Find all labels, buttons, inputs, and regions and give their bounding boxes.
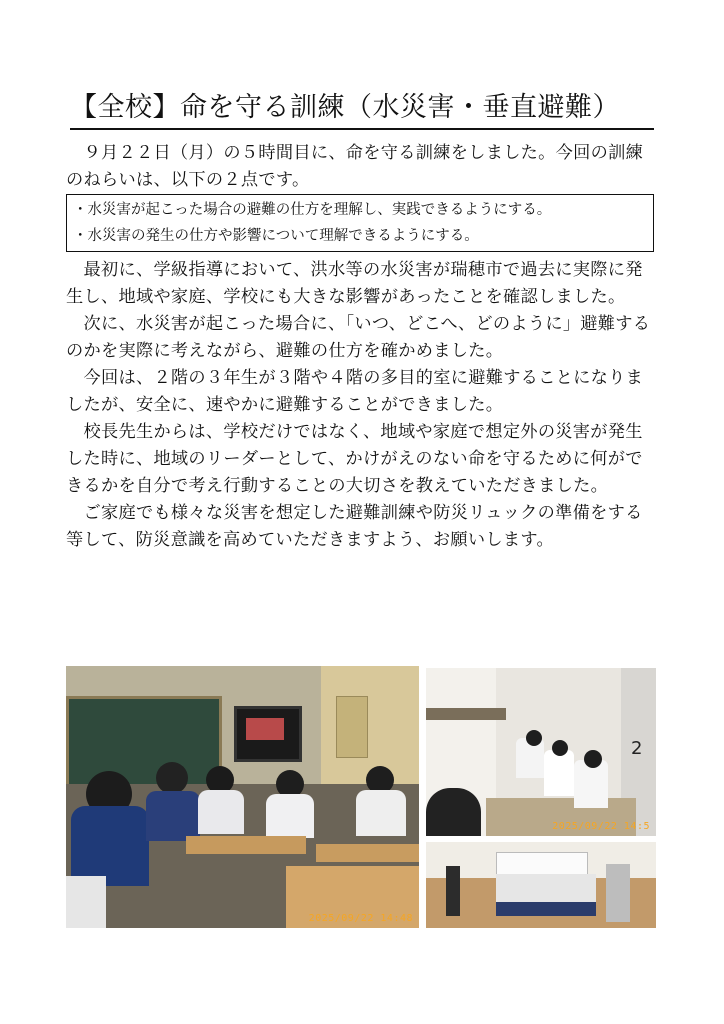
goals-box: [66, 194, 654, 252]
stairwell-photo: 2 2025/09/22 14:5: [426, 668, 656, 836]
goal-item: ・水災害の発生の仕方や影響について理解できるようにする。: [73, 228, 479, 244]
paragraph-evacuation: 今回は、２階の３年生が３階や４階の多目的室に避難することになりましたが、安全に、速やかに避難することができました。: [66, 368, 644, 415]
photo-timestamp: 2025/09/22 14:48: [308, 913, 413, 924]
body-text: [66, 257, 660, 554]
photo-timestamp: 2025/09/22 14:5: [552, 821, 650, 832]
hall-photo: [426, 842, 656, 928]
paragraph-first-step: 最初に、学級指導において、洪水等の水災害が瑞穂市で過去に実際に発生し、地域や家庭、学校にも大きな影響があったことを確認しました。: [66, 260, 643, 307]
paragraph-principal: 校長先生からは、学校だけではなく、地域や家庭で想定外の災害が発生した時に、地域のリーダーとして、かけがえのない命を守るために何ができるかを自分で考え行動することの大切さを教えていただきました。: [66, 422, 643, 496]
classroom-photo: [66, 666, 419, 928]
intro-paragraph: ９月２２日（月）の５時間目に、命を守る訓練をしました。今回の訓練のねらいは、以下の２点です。: [66, 143, 644, 190]
paragraph-second-step: 次に、水災害が起こった場合に、「いつ、どこへ、どのように」避難するのかを実際に考えながら、避難の仕方を確かめました。: [66, 314, 651, 361]
paragraph-request: ご家庭でも様々な災害を想定した避難訓練や防災リュックの準備をする等して、防災意識を高めていただきますよう、お願いします。: [66, 503, 643, 550]
page-title: 【全校】命を守る訓練（水災害・垂直避難）: [70, 90, 654, 130]
goal-item: ・水災害が起こった場合の避難の仕方を理解し、実践できるようにする。: [73, 202, 552, 218]
